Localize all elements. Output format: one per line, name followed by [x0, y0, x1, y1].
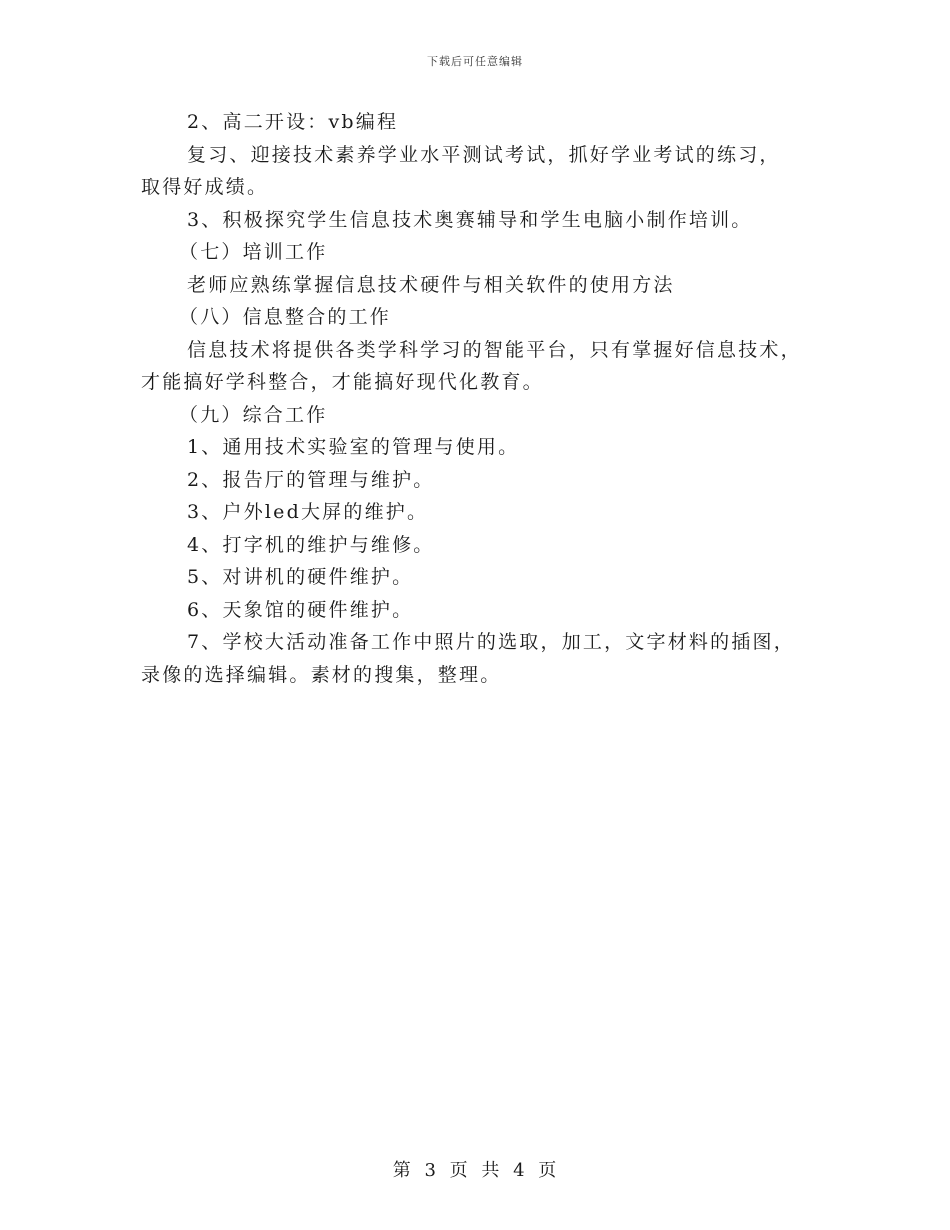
document-body [141, 106, 816, 691]
page-number-footer: 第 3 页 共 4 页 [392, 1160, 558, 1181]
list-item: 3、户外led大屏的维护。 [187, 501, 429, 523]
paragraph-line: 信息技术将提供各类学科学习的智能平台，只有掌握好信息技术， [187, 338, 802, 361]
paragraph-line: 复习、迎接技术素养学业水平测试考试，抓好学业考试的练习， [187, 143, 781, 166]
paragraph-line: 录像的选择编辑。素材的搜集，整理。 [141, 663, 502, 686]
list-item: 5、对讲机的硬件维护。 [187, 566, 414, 588]
paragraph-line: 3、积极探究学生信息技术奥赛辅导和学生电脑小制作培训。 [187, 208, 753, 231]
page-header-note: 下载后可任意编辑 [427, 55, 523, 68]
list-item: 4、打字机的维护与维修。 [187, 533, 435, 556]
paragraph-line: 2、高二开设：vb编程 [187, 111, 399, 133]
list-item: 7、学校大活动准备工作中照片的选取，加工，文字材料的插图， [187, 631, 795, 653]
paragraph-line: 才能搞好学科整合，才能搞好现代化教育。 [141, 371, 544, 393]
paragraph-line: 老师应熟练掌握信息技术硬件与相关软件的使用方法 [187, 273, 675, 296]
list-item: 6、天象馆的硬件维护。 [187, 598, 414, 621]
list-item: 1、通用技术实验室的管理与使用。 [187, 436, 520, 458]
section-heading: （八）信息整合的工作 [179, 306, 392, 328]
section-heading: （九）综合工作 [179, 403, 328, 426]
paragraph-line: 取得好成绩。 [141, 176, 269, 198]
list-item: 2、报告厅的管理与维护。 [187, 468, 435, 491]
section-heading: （七）培训工作 [179, 241, 328, 263]
